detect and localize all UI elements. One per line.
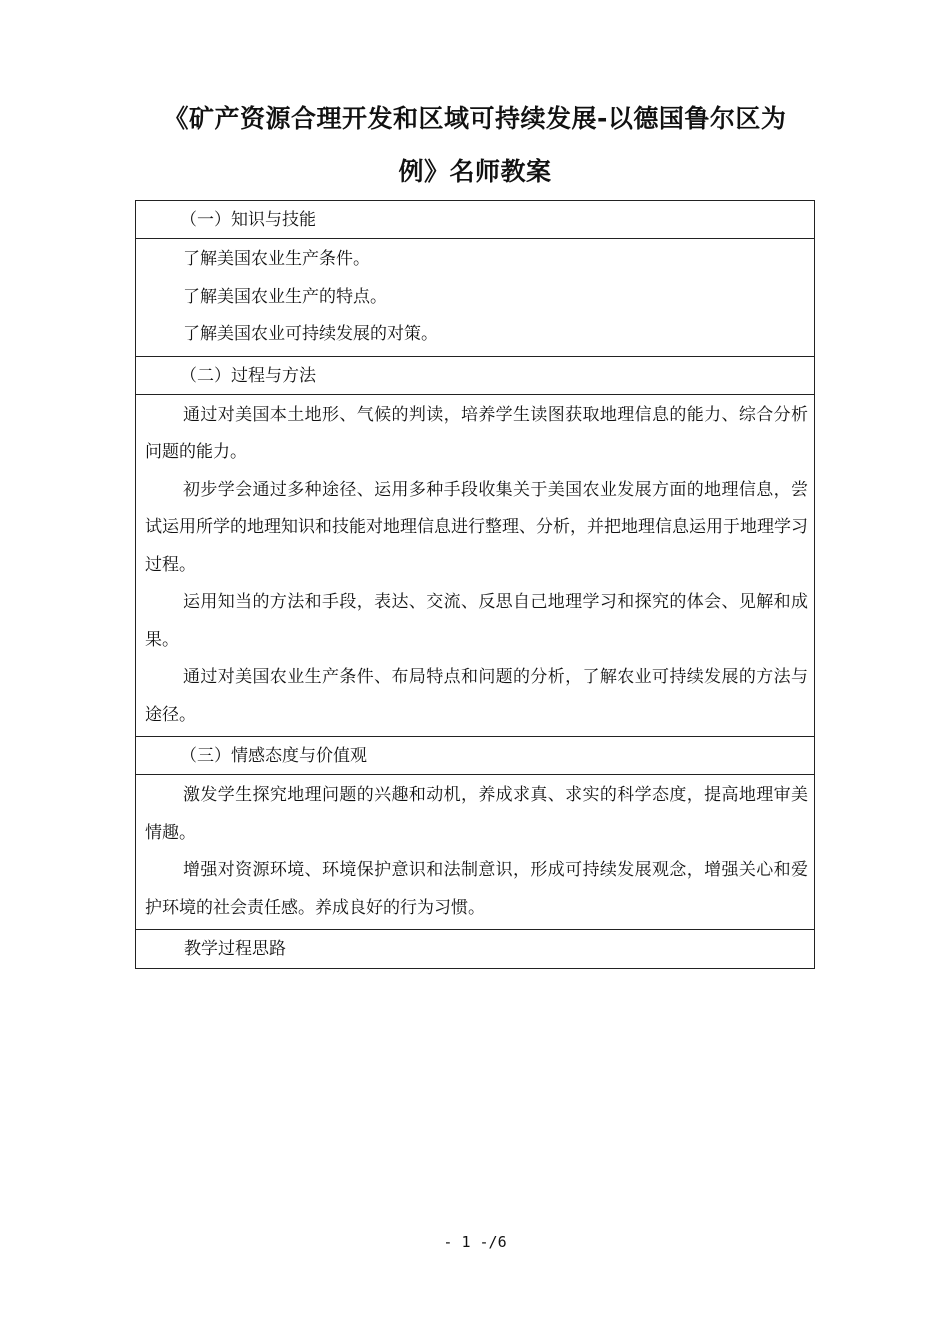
emotion-item: 增强对资源环境、环境保护意识和法制意识，形成可持续发展观念，增强关心和爱护环境的社会责任感。养成良好的行为习惯。 [145, 860, 808, 918]
section-heading-knowledge: （一）知识与技能 [136, 201, 814, 239]
process-item: 初步学会通过多种途径、运用多种手段收集关于美国农业发展方面的地理信息，尝试运用所学的地理知识和技能对地理信息进行整理、分析，并把地理信息运用于地理学习过程。 [145, 479, 808, 575]
document-title-line-1: 《矿产资源合理开发和区域可持续发展-以德国鲁尔区为 [163, 104, 787, 133]
process-item: 通过对美国农业生产条件、布局特点和问题的分析，了解农业可持续发展的方法与途径。 [145, 667, 808, 725]
process-item: 运用知当的方法和手段，表达、交流、反思自己地理学习和探究的体会、见解和成果。 [145, 592, 808, 650]
process-item: 通过对美国本土地形、气候的判读，培养学生读图获取地理信息的能力、综合分析问题的能力。 [145, 404, 808, 462]
emotion-item: 激发学生探究地理问题的兴趣和动机，养成求真、求实的科学态度，提高地理审美情趣。 [145, 785, 808, 843]
section-heading-emotion: （三）情感态度与价值观 [136, 737, 814, 775]
section-body-knowledge [136, 239, 814, 357]
document-title-line-2: 例》名师教案 [398, 157, 552, 186]
section-body-emotion [136, 775, 814, 930]
lesson-objectives-table [135, 200, 815, 969]
knowledge-item: 了解美国农业生产条件。 [183, 249, 370, 269]
section-heading-teaching-process: 教学过程思路 [184, 939, 286, 959]
knowledge-item: 了解美国农业可持续发展的对策。 [183, 324, 438, 344]
section-heading-process: （二）过程与方法 [136, 357, 814, 395]
knowledge-item: 了解美国农业生产的特点。 [183, 286, 387, 307]
section-body-process [136, 395, 814, 738]
page-number: - 1 -/6 [443, 1233, 507, 1251]
